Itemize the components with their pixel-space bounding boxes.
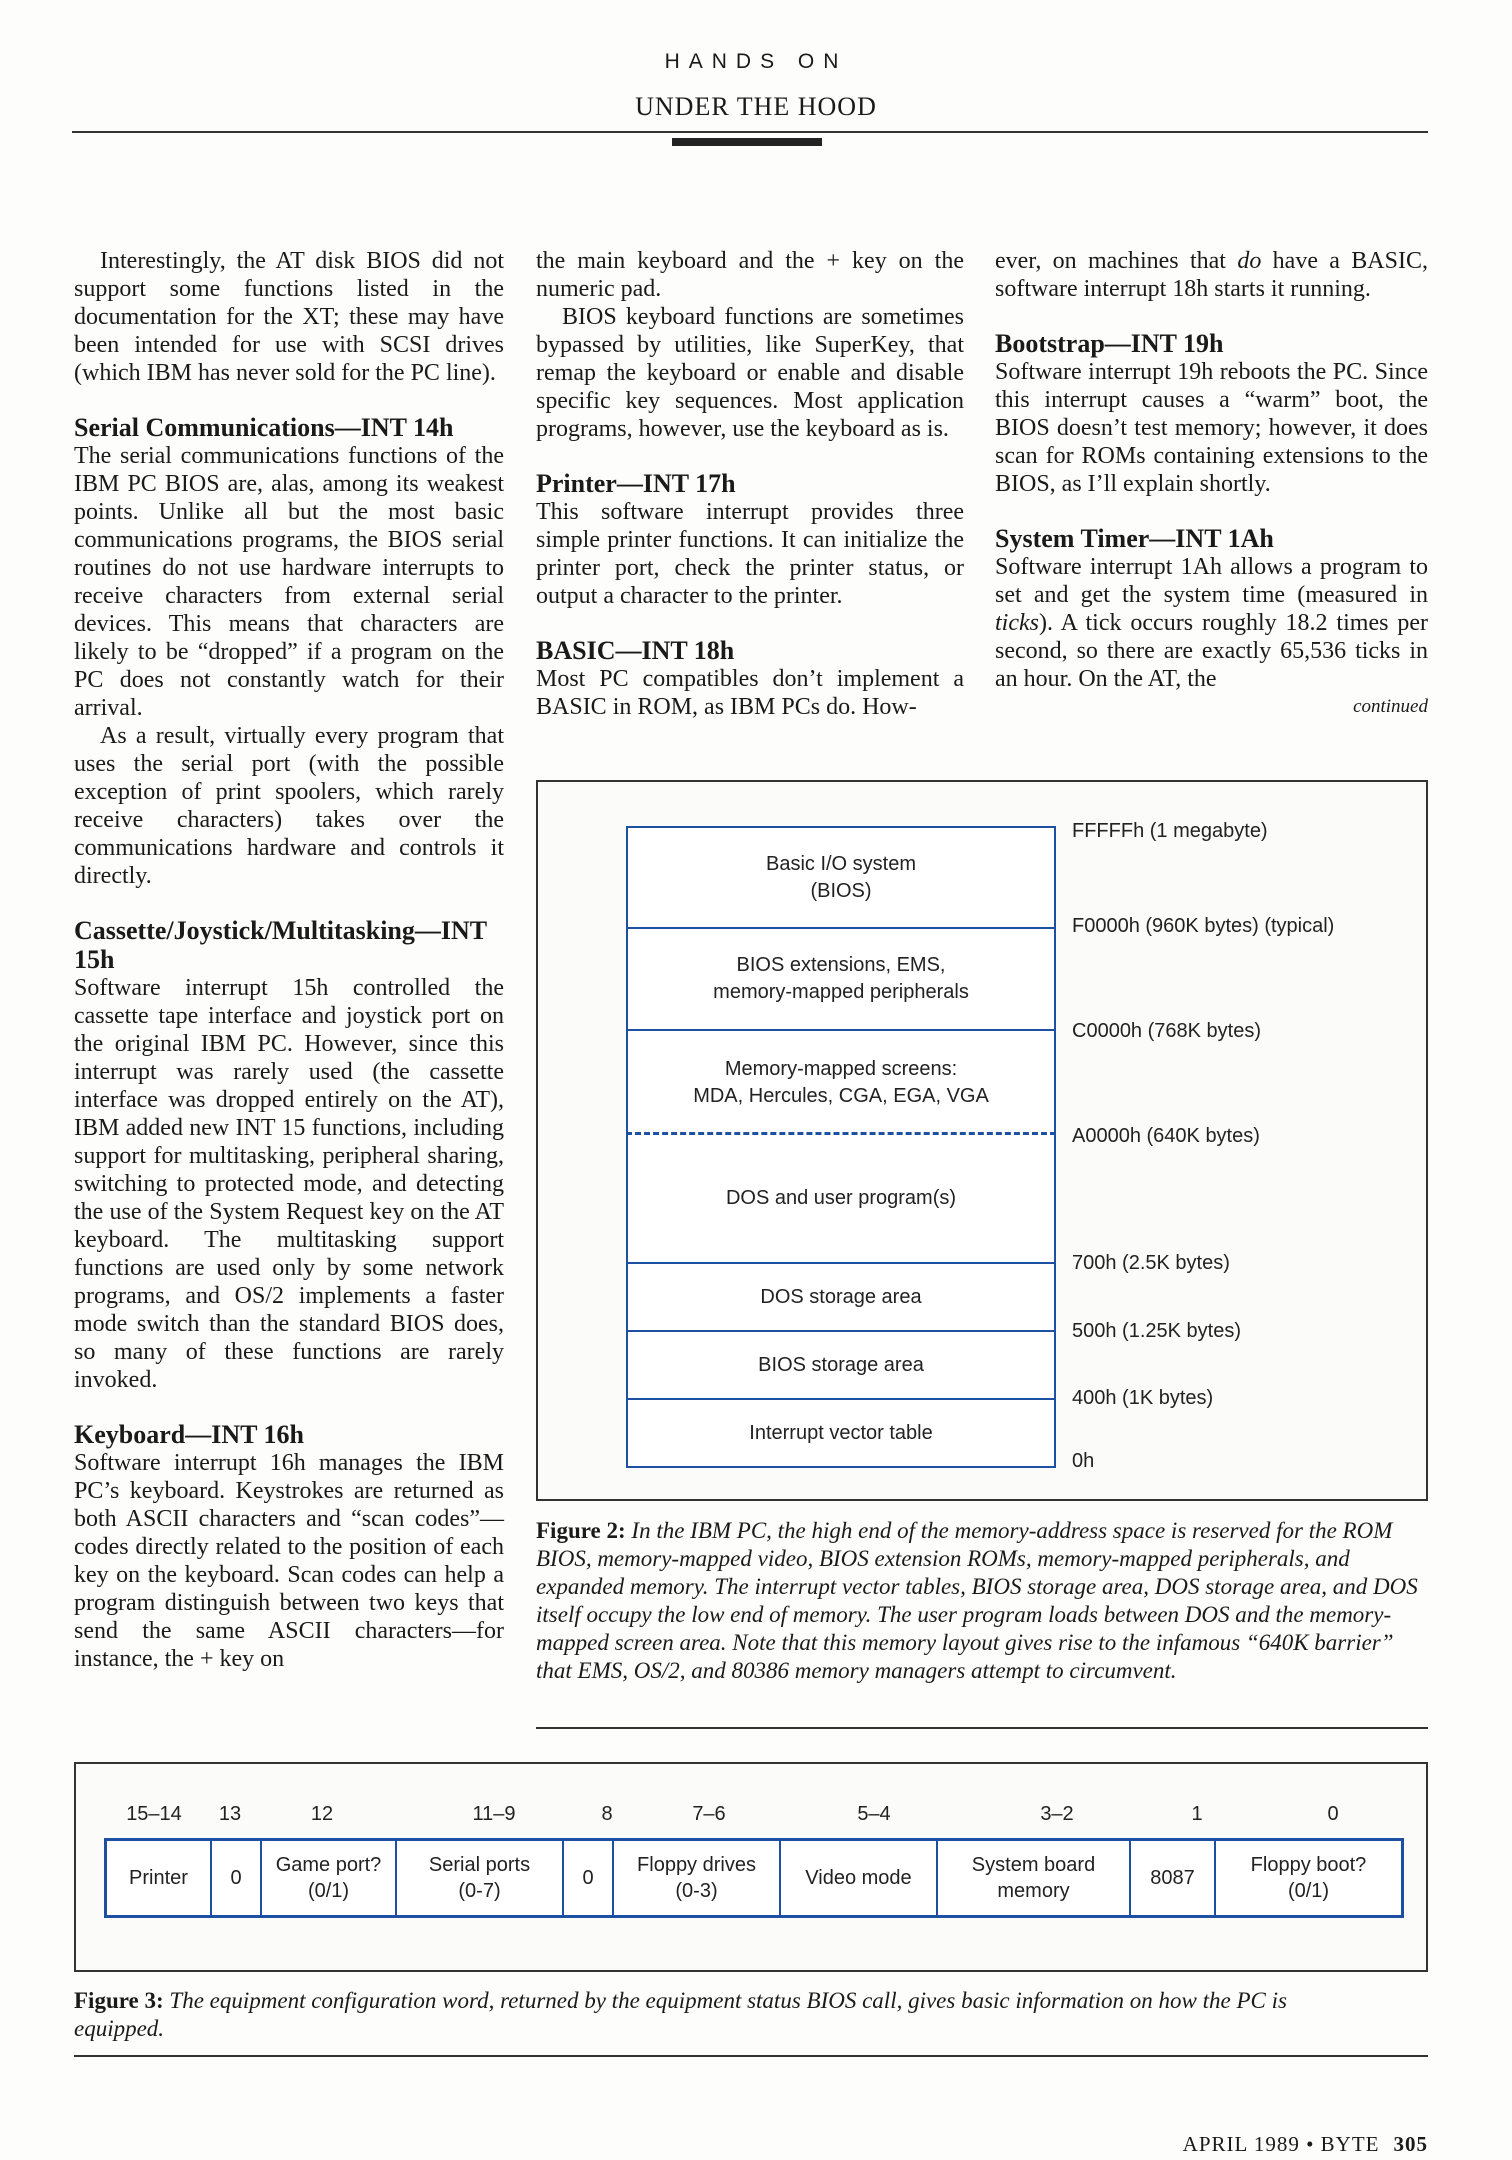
paragraph: Software interrupt 19h reboots the PC. Since this interrupt causes a “warm” boot, the BIOS doesn’t test memory; however, it does scan for ROMs containing extensions to the BIOS, as I’ll explain shortly. [995, 359, 1428, 497]
bit-label: 1 [1191, 1803, 1203, 1825]
figure-2-caption: Figure 2: In the IBM PC, the high end of the memory-address space is reserved for the ROM BIOS, memory-mapped video, BIOS extension ROMs, memory-mapped peripherals, and expanded memory. The interrupt vector tables, BIOS storage area, DOS storage area, and DOS itself occupy the low end of memory. The user program loads between DOS and the memory-mapped screen area. Note that this memory layout gives rise to the infamous “640K barrier” that EMS, OS/2, and 80386 memory managers attempt to circumvent. [536, 1518, 1418, 1683]
caption-rule [74, 2055, 1428, 2057]
region-bios-storage: BIOS storage area [626, 1330, 1056, 1400]
column-3 [995, 247, 1428, 721]
subsection-label: UNDER THE HOOD [635, 92, 877, 121]
field-reserved-13: 0 [212, 1841, 262, 1915]
field-8087: 8087 [1131, 1841, 1216, 1915]
heading-timer: System Timer—INT 1Ah [995, 524, 1274, 553]
address-label: 400h (1K bytes) [1072, 1387, 1214, 1409]
region-bios-extensions: BIOS extensions, EMS, memory-mapped peripherals [626, 927, 1056, 1031]
field-floppy-boot: Floppy boot? (0/1) [1250, 1854, 1367, 1902]
section-label: HANDS ON [664, 50, 848, 73]
heading-bootstrap: Bootstrap—INT 19h [995, 329, 1224, 358]
address-label: 500h (1.25K bytes) [1072, 1320, 1241, 1342]
header-rule [72, 131, 1428, 133]
header-bar [672, 138, 822, 146]
bit-label: 5–4 [857, 1803, 891, 1825]
bit-label: 3–2 [1040, 1803, 1074, 1825]
paragraph: Software interrupt 16h manages the IBM PC’s keyboard. Keystrokes are returned as both ASCII characters and “scan codes”—codes directly related to the position of each key on the keyboard. Scan codes can help a program distinguish between two keys that send the same ASCII characters—for instance, the + key on [74, 1450, 504, 1672]
field-printer: Printer [107, 1841, 212, 1915]
column-1 [74, 247, 504, 1673]
bit-label: 8 [601, 1803, 613, 1825]
bit-label: 11–9 [472, 1803, 516, 1825]
heading-serial: Serial Communications—INT 14h [74, 413, 454, 442]
heading-printer: Printer—INT 17h [536, 469, 736, 498]
equipment-word [104, 1838, 1404, 1918]
heading-basic: BASIC—INT 18h [536, 636, 735, 665]
caption-rule [536, 1727, 1428, 1729]
paragraph: Software interrupt 1Ah allows a program to set and get the system time (measured in ticks). A tick occurs roughly 18.2 times per second, so there are exactly 65,536 ticks in an hour. On the AT, the [995, 554, 1428, 692]
address-label: C0000h (768K bytes) [1072, 1020, 1262, 1042]
paragraph: ever, on machines that do have a BASIC, software interrupt 18h starts it running. [995, 248, 1428, 302]
paragraph: Interestingly, the AT disk BIOS did not support some functions listed in the documentation for the XT; these may have been intended for use with SCSI drives (which IBM has never sold for the PC line). [74, 248, 504, 386]
field-reserved-8: 0 [564, 1841, 614, 1915]
heading-keyboard: Keyboard—INT 16h [74, 1420, 304, 1449]
continued-label: continued [1353, 696, 1428, 717]
paragraph: The serial communications functions of the IBM PC BIOS are, alas, among its weakest points. Unlike all but the most basic communications programs, the BIOS serial routines do not use hardware interrupts to receive characters from external serial devices. This means that characters are likely to be “dropped” if a program on the PC does not constantly watch for their arrival. [74, 443, 504, 721]
paragraph: This software interrupt provides three simple printer functions. It can initialize the printer port, check the printer status, or output a character to the printer. [536, 499, 964, 609]
bit-label: 13 [218, 1803, 242, 1825]
paragraph: Software interrupt 15h controlled the cassette tape interface and joystick port on the original IBM PC. However, since this interrupt was rarely used (the cassette interface was dropped entirely on the AT), IBM added new INT 15 functions, including support for multitasking, peripheral sharing, switching to protected mode, and detecting the use of the System Request key on the AT keyboard. The multitasking support functions are used only by some network programs, and OS/2 implements a faster mode switch than the standard BIOS does, so many of these functions are rarely invoked. [74, 975, 504, 1393]
paragraph: BIOS keyboard functions are sometimes bypassed by utilities, like SuperKey, that remap the keyboard or enable and disable specific key sequences. Most application programs, however, use the keyboard as is. [536, 304, 964, 442]
bit-label: 15–14 [126, 1803, 182, 1825]
field-game-port: Game port? (0/1) [262, 1841, 397, 1915]
page-number: 305 [1393, 2132, 1428, 2156]
field-system-board-memory: System board memory [938, 1841, 1131, 1915]
region-screens: Memory-mapped screens: MDA, Hercules, CGA, EGA, VGA [626, 1029, 1056, 1134]
address-label: 700h (2.5K bytes) [1072, 1252, 1230, 1274]
paragraph: the main keyboard and the + key on the numeric pad. [536, 248, 964, 302]
column-2 [536, 247, 964, 721]
figure-3-caption: Figure 3: The equipment configuration word, returned by the equipment status BIOS call, gives basic information on how the PC is equipped. [74, 1988, 1287, 2041]
field-serial-ports: Serial ports (0-7) [397, 1841, 564, 1915]
address-label: A0000h (640K bytes) [1072, 1125, 1260, 1147]
page-footer [1183, 2132, 1428, 2157]
address-label: FFFFFh (1 megabyte) [1072, 820, 1268, 842]
bit-label: 7–6 [692, 1803, 726, 1825]
bit-label: 12 [310, 1803, 334, 1825]
paragraph: Most PC compatibles don’t implement a BASIC in ROM, as IBM PCs do. How- [536, 666, 964, 720]
field-floppy-drives: Floppy drives (0-3) [614, 1841, 781, 1915]
issue-label: APRIL 1989 • BYTE [1182, 2132, 1380, 2156]
region-bios: Basic I/O system (BIOS) [626, 826, 1056, 929]
region-dos-storage: DOS storage area [626, 1262, 1056, 1332]
address-label: 0h [1072, 1450, 1095, 1472]
region-interrupt-vectors: Interrupt vector table [626, 1398, 1056, 1468]
field-video-mode: Video mode [781, 1841, 938, 1915]
bit-label: 0 [1327, 1803, 1339, 1825]
heading-cassette: Cassette/Joystick/Multitasking—INT 15h [74, 916, 487, 974]
region-dos-user: DOS and user program(s) [626, 1132, 1056, 1264]
address-label: F0000h (960K bytes) (typical) [1072, 915, 1335, 937]
paragraph: As a result, virtually every program that uses the serial port (with the possible exception of print spoolers, which rarely receive characters) takes over the communications hardware and controls it directly. [74, 723, 504, 889]
